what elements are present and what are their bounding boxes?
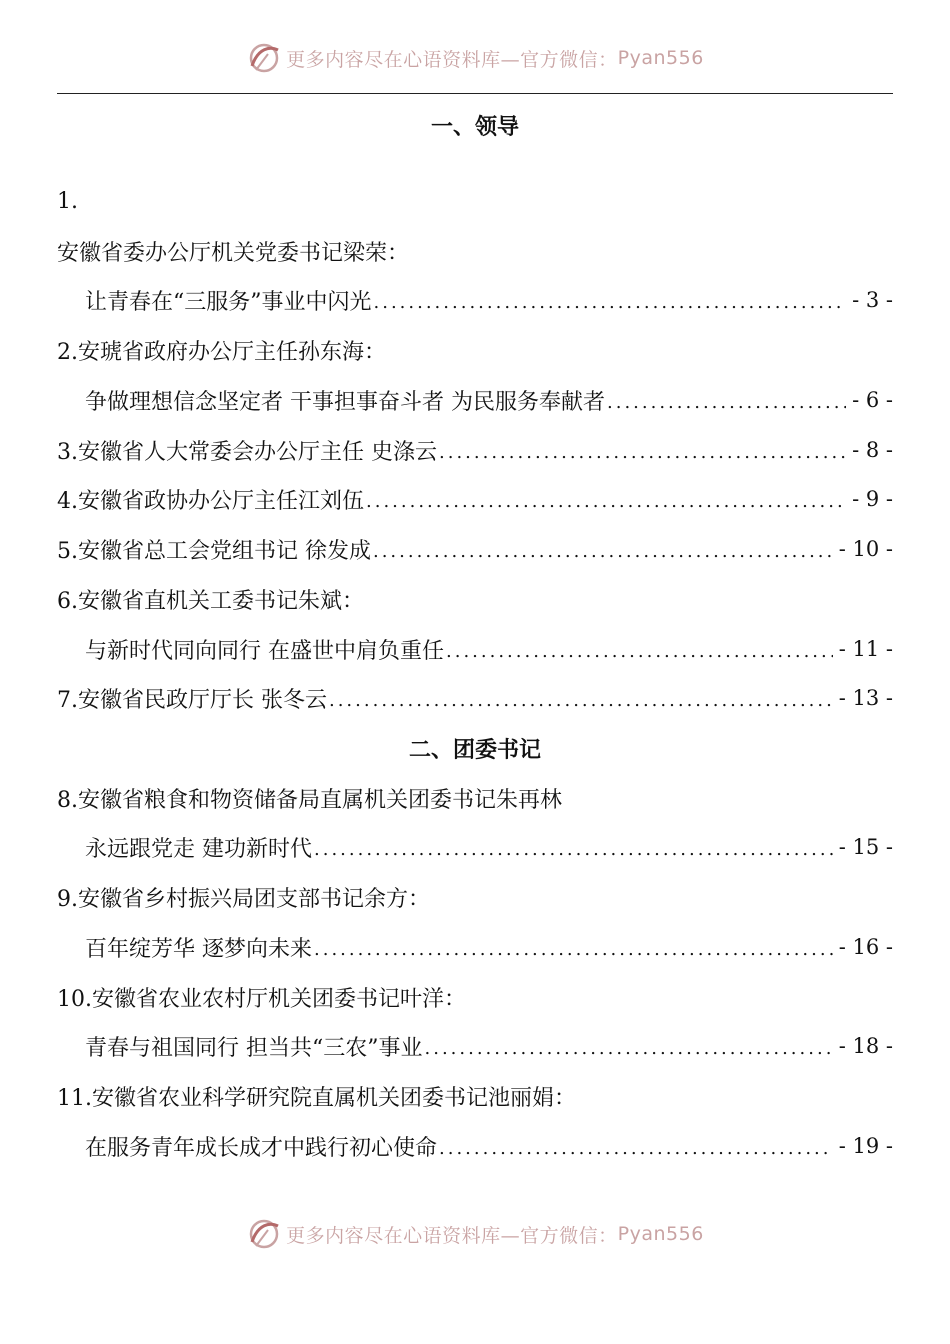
toc-entry-title: 4.安徽省政协办公厅主任江刘伍 — [57, 488, 364, 514]
toc-page-number: - 16 - — [838, 935, 893, 959]
toc-page-number: - 3 - — [852, 288, 893, 312]
dot-leader — [437, 1134, 833, 1158]
toc-entry[interactable] — [85, 375, 893, 425]
dot-leader — [437, 438, 846, 462]
toc-entry[interactable] — [57, 524, 893, 574]
toc-entry-number: 1. — [57, 188, 78, 214]
toc-entry-subtitle: 百年绽芳华 逐梦向未来 — [85, 936, 312, 962]
toc-entry[interactable] — [85, 922, 893, 972]
watermark-text: 更多内容尽在心语资料库—官方微信： — [286, 48, 618, 71]
toc-entry-subtitle: 在服务青年成长成才中践行初心使命 — [85, 1135, 438, 1161]
brand-logo-icon — [246, 1216, 282, 1252]
toc-entry[interactable] — [85, 822, 893, 872]
toc-page-number: - 19 - — [838, 1134, 893, 1158]
toc-entry-title: 2.安琥省政府办公厅主任孙东海： — [57, 339, 386, 365]
dot-leader — [371, 537, 833, 561]
toc-entry-title: 5.安徽省总工会党组书记 徐发成 — [57, 538, 371, 564]
toc-page-number: - 11 - — [838, 637, 893, 661]
toc-page-number: - 6 - — [852, 388, 893, 412]
watermark-id: Pyan556 — [617, 1223, 704, 1245]
dot-leader — [423, 1034, 833, 1058]
dot-leader — [312, 935, 833, 959]
section-heading-league-secretaries: 二、团委书记 — [408, 737, 541, 763]
toc-entry-subtitle: 争做理想信念坚定者 干事担事奋斗者 为民服务奉献者 — [85, 389, 605, 415]
toc-entry-title: 10.安徽省农业农村厅机关团委书记叶洋： — [57, 986, 466, 1012]
toc-entry[interactable] — [57, 474, 893, 524]
toc-entry[interactable] — [57, 673, 893, 723]
dot-leader — [605, 388, 846, 412]
toc-entry[interactable] — [85, 1021, 893, 1071]
header-rule — [57, 93, 893, 94]
toc-entry-title: 3.安徽省人大常委会办公厅主任 史涤云 — [57, 439, 437, 465]
toc-page-number: - 8 - — [852, 438, 893, 462]
watermark-footer — [0, 1214, 950, 1254]
watermark-id: Pyan556 — [617, 47, 704, 69]
toc-entry-title: 11.安徽省农业科学研究院直属机关团委书记池丽娟： — [57, 1085, 576, 1111]
toc-entry[interactable] — [85, 624, 893, 674]
dot-leader — [312, 835, 833, 859]
watermark-header — [0, 38, 950, 78]
toc-page-number: - 18 - — [838, 1034, 893, 1058]
brand-logo-icon — [246, 40, 282, 76]
toc-page-number: - 15 - — [838, 835, 893, 859]
dot-leader — [327, 686, 833, 710]
toc-entry[interactable] — [57, 425, 893, 475]
section-heading-leaders: 一、领导 — [430, 114, 519, 140]
toc-page-number: - 10 - — [838, 537, 893, 561]
toc-entry-subtitle: 让青春在“三服务”事业中闪光 — [85, 289, 372, 315]
toc-entry-subtitle: 与新时代同向同行 在盛世中肩负重任 — [85, 638, 444, 664]
dot-leader — [364, 487, 846, 511]
toc-entry-title: 7.安徽省民政厅厅长 张冬云 — [57, 687, 327, 713]
toc-entry-title: 6.安徽省直机关工委书记朱斌： — [57, 588, 364, 614]
watermark-text: 更多内容尽在心语资料库—官方微信： — [286, 1224, 618, 1247]
toc-entry[interactable] — [85, 275, 893, 325]
toc-page-number: - 9 - — [852, 487, 893, 511]
toc-entry[interactable] — [85, 1121, 893, 1171]
toc-entry-title: 8.安徽省粮食和物资储备局直属机关团委书记朱再林 — [57, 787, 562, 813]
dot-leader — [444, 637, 833, 661]
toc-entry-subtitle: 青春与祖国同行 担当共“三农”事业 — [85, 1035, 423, 1061]
toc-entry-subtitle: 永远跟党走 建功新时代 — [85, 836, 312, 862]
toc-entry-title: 安徽省委办公厅机关党委书记梁荣： — [57, 240, 410, 266]
toc-entry-title: 9.安徽省乡村振兴局团支部书记余方： — [57, 886, 430, 912]
dot-leader — [372, 288, 847, 312]
toc-page-number: - 13 - — [838, 686, 893, 710]
